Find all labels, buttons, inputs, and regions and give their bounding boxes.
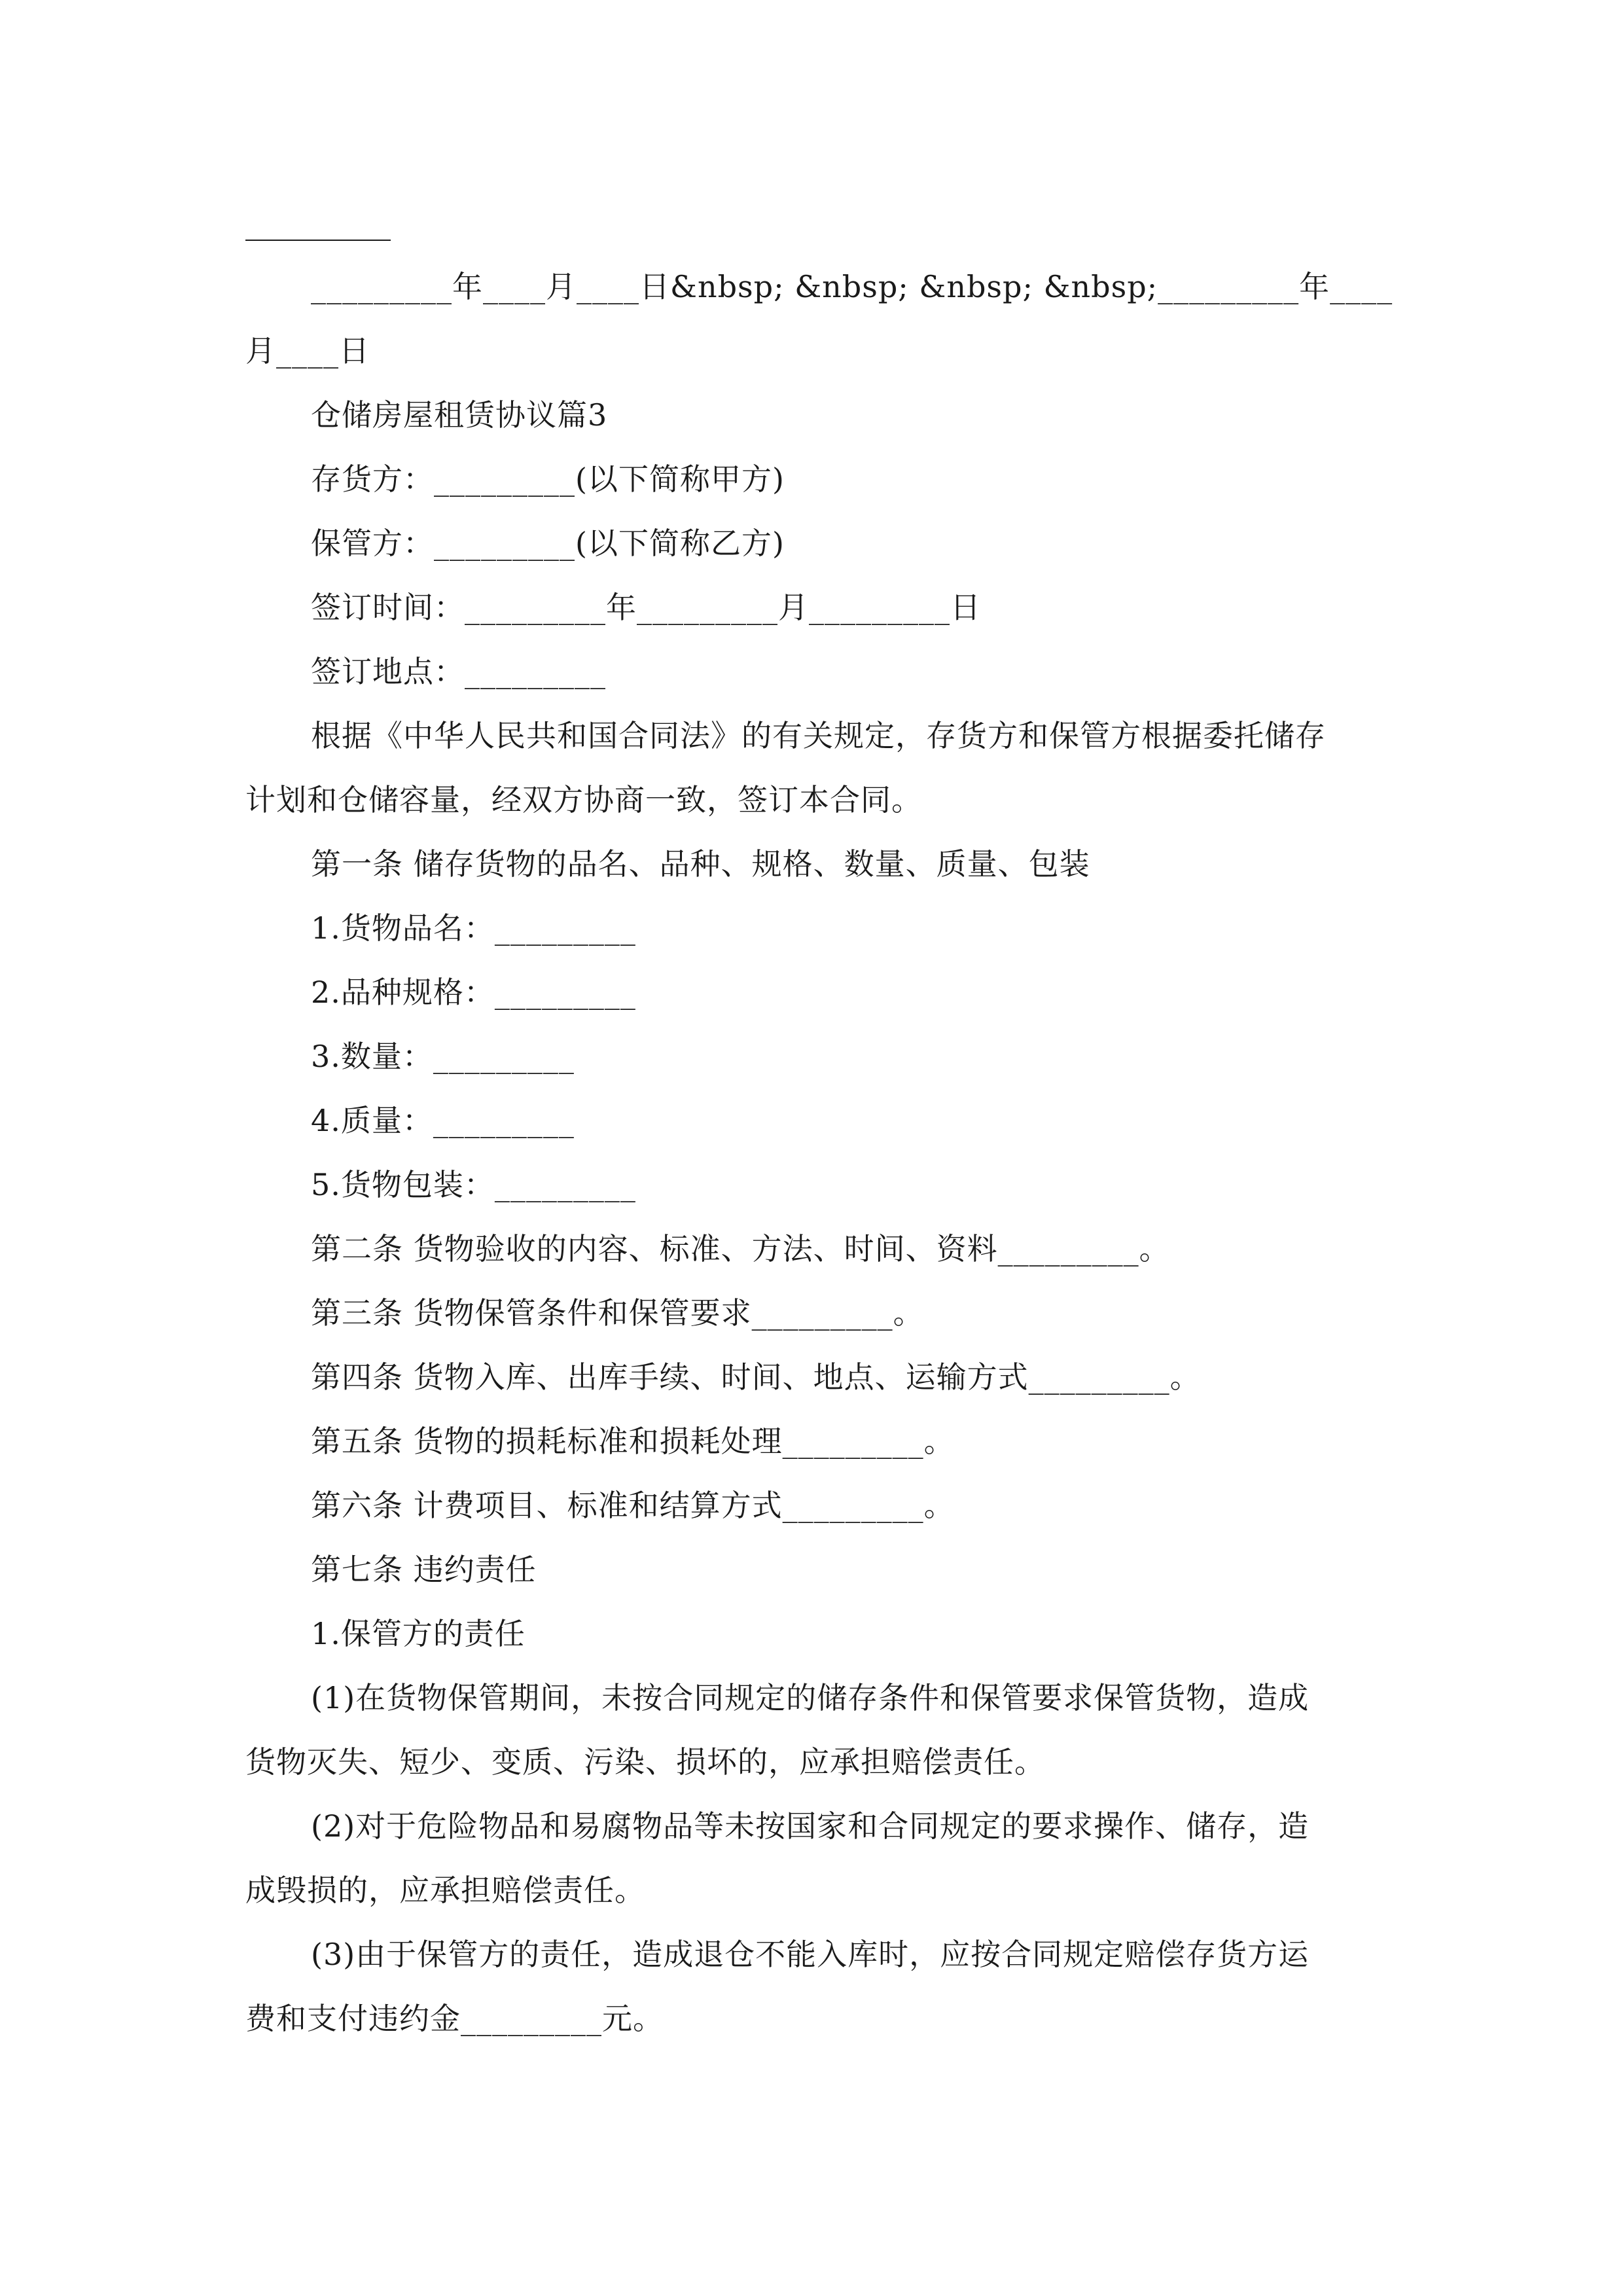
article-1-heading: 第一条 储存货物的品名、品种、规格、数量、质量、包装 bbox=[311, 846, 1090, 882]
depositor-field: 存货方：_________(以下简称甲方) bbox=[311, 461, 785, 497]
goods-name-field: 1.货物品名：_________ bbox=[311, 910, 636, 946]
quality-field: 4.质量：_________ bbox=[311, 1103, 575, 1138]
packaging-field: 5.货物包装：_________ bbox=[311, 1167, 636, 1202]
preamble-paragraph: 根据《中华人民共和国合同法》的有关规定，存货方和保管方根据委托储存 bbox=[311, 718, 1326, 753]
top-signature-rule bbox=[245, 240, 391, 241]
article-2: 第二条 货物验收的内容、标准、方法、时间、资料_________。 bbox=[311, 1231, 1170, 1266]
article-7-heading: 第七条 违约责任 bbox=[311, 1552, 537, 1587]
custodian-liability-heading: 1.保管方的责任 bbox=[311, 1616, 526, 1651]
signing-date-field: 签订时间：_________年_________月_________日 bbox=[311, 590, 981, 625]
signing-place-field: 签订地点：_________ bbox=[311, 654, 606, 689]
liability-item-3: (3)由于保管方的责任，造成退仓不能入库时，应按合同规定赔偿存货方运 bbox=[311, 1937, 1310, 1972]
goods-spec-field: 2.品种规格：_________ bbox=[311, 975, 636, 1010]
liability-item-2: (2)对于危险物品和易腐物品等未按国家和合同规定的要求操作、储存，造 bbox=[311, 1808, 1310, 1844]
article-4: 第四条 货物入库、出库手续、时间、地点、运输方式_________。 bbox=[311, 1359, 1201, 1395]
article-5: 第五条 货物的损耗标准和损耗处理_________。 bbox=[311, 1424, 955, 1459]
liability-item-3-continued: 费和支付违约金_________元。 bbox=[245, 2001, 664, 2036]
signature-date-line: _________年____月____日&nbsp; &nbsp; &nbsp; &nbsp;_________年____ bbox=[311, 269, 1393, 304]
section-title: 仓储房屋租赁协议篇3 bbox=[311, 397, 608, 433]
custodian-field: 保管方：_________(以下简称乙方) bbox=[311, 526, 785, 561]
quantity-field: 3.数量：_________ bbox=[311, 1039, 575, 1074]
signature-date-line-continued: 月____日 bbox=[245, 333, 370, 368]
liability-item-1: (1)在货物保管期间，未按合同规定的储存条件和保管要求保管货物，造成 bbox=[311, 1680, 1310, 1715]
article-6: 第六条 计费项目、标准和结算方式_________。 bbox=[311, 1488, 955, 1523]
article-3: 第三条 货物保管条件和保管要求_________。 bbox=[311, 1295, 924, 1331]
preamble-paragraph-continued: 计划和仓储容量，经双方协商一致，签订本合同。 bbox=[245, 782, 922, 817]
liability-item-2-continued: 成毁损的，应承担赔偿责任。 bbox=[245, 1873, 645, 1908]
liability-item-1-continued: 货物灭失、短少、变质、污染、损坏的，应承担赔偿责任。 bbox=[245, 1744, 1045, 1780]
